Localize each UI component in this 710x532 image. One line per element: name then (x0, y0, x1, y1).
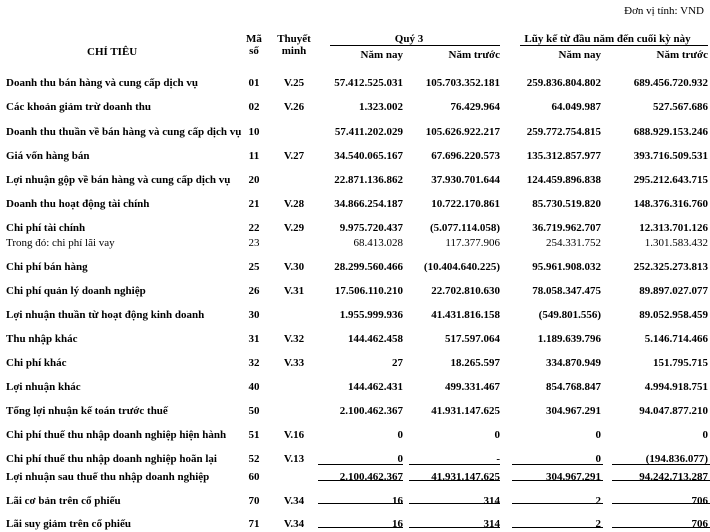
value-quy3-nam-nay: 1.955.999.936 (339, 309, 403, 321)
value-luyke-nam-nay: 254.331.752 (546, 237, 601, 249)
total-rule-col4 (612, 464, 710, 465)
value-luyke-nam-nay: 259.772.754.815 (526, 126, 601, 138)
value-luyke-nam-nay: 1.189.639.796 (537, 333, 601, 345)
row-label: Lợi nhuận sau thuế thu nhập doanh nghiệp (6, 471, 210, 483)
total-rule-col1 (318, 464, 403, 465)
row-label: Chi phí quản lý doanh nghiệp (6, 285, 146, 297)
value-quy3-nam-nay: 9.975.720.437 (339, 222, 403, 234)
total-double-rule-col2 (409, 480, 500, 481)
value-luyke-nam-nay: 2 (595, 518, 601, 530)
row-label: Doanh thu bán hàng và cung cấp dịch vụ (6, 77, 198, 89)
table-row (0, 494, 710, 508)
value-quy3-nam-truoc: 499.331.467 (445, 381, 500, 393)
value-quy3-nam-truoc: 117.377.906 (445, 237, 500, 249)
quy3-header-rule (330, 45, 500, 46)
header-thuyet-minh-line2: minh (281, 45, 307, 57)
value-quy3-nam-nay: 16 (392, 518, 403, 530)
row-code: 11 (248, 150, 260, 162)
table-row (0, 332, 710, 346)
value-quy3-nam-nay: 57.411.202.029 (334, 126, 403, 138)
value-luyke-nam-nay: 334.870.949 (546, 357, 601, 369)
total-double-rule-col3 (512, 480, 603, 481)
value-luyke-nam-truoc: 706 (691, 495, 708, 507)
table-row (0, 428, 710, 442)
value-quy3-nam-nay: 34.866.254.187 (334, 198, 403, 210)
value-luyke-nam-truoc: (194.836.077) (645, 453, 708, 465)
header-quy3: Quý 3 (394, 33, 424, 45)
eps-bottom-rule-col3 (512, 527, 603, 528)
value-luyke-nam-nay: 64.049.987 (551, 101, 601, 113)
value-luyke-nam-nay: 2 (595, 495, 601, 507)
value-quy3-nam-nay: 2.100.462.367 (339, 471, 403, 483)
value-quy3-nam-nay: 68.413.028 (353, 237, 403, 249)
value-luyke-nam-truoc: 688.929.153.246 (633, 126, 708, 138)
value-luyke-nam-nay: 854.768.847 (546, 381, 601, 393)
value-luyke-nam-truoc: 89.897.027.077 (639, 285, 708, 297)
value-luyke-nam-truoc: 295.212.643.715 (633, 174, 708, 186)
value-luyke-nam-nay: 304.967.291 (546, 405, 601, 417)
row-code: 02 (248, 101, 260, 113)
row-code: 26 (248, 285, 260, 297)
row-label: Lãi cơ bản trên cổ phiếu (6, 495, 121, 507)
value-quy3-nam-truoc: 314 (483, 518, 500, 530)
value-luyke-nam-truoc: 527.567.686 (653, 101, 708, 113)
value-quy3-nam-truoc: 76.429.964 (450, 101, 500, 113)
value-quy3-nam-truoc: 41.931.147.625 (431, 471, 500, 483)
unit-label: Đơn vị tính: VND (624, 5, 704, 17)
row-code: 25 (248, 261, 260, 273)
row-label: Chi phí thuế thu nhập doanh nghiệp hoãn lại (6, 453, 217, 465)
table-row (0, 308, 710, 322)
value-luyke-nam-truoc: 4.994.918.751 (644, 381, 708, 393)
row-note: V.29 (283, 222, 305, 234)
value-luyke-nam-truoc: 706 (691, 518, 708, 530)
row-label: Giá vốn hàng bán (6, 150, 90, 162)
eps-rule-col4 (612, 503, 710, 504)
row-note: V.31 (283, 285, 305, 297)
value-luyke-nam-nay: 304.967.291 (546, 471, 601, 483)
value-luyke-nam-truoc: 0 (702, 429, 708, 441)
value-quy3-nam-truoc: 41.931.147.625 (431, 405, 500, 417)
table-row (0, 149, 710, 163)
row-label: Lợi nhuận gộp về bán hàng và cung cấp dịch vụ (6, 174, 231, 186)
table-row (0, 100, 710, 114)
value-luyke-nam-truoc: 12.313.701.126 (639, 222, 708, 234)
row-note: V.25 (283, 77, 305, 89)
table-row (0, 260, 710, 274)
value-quy3-nam-nay: 27 (392, 357, 403, 369)
value-luyke-nam-nay: 85.730.519.820 (532, 198, 601, 210)
row-label: Chi phí thuế thu nhập doanh nghiệp hiện hành (6, 429, 227, 441)
row-label: Lợi nhuận khác (6, 381, 81, 393)
row-code: 30 (248, 309, 260, 321)
luyke-header-rule (520, 45, 708, 46)
row-code: 22 (248, 222, 260, 234)
eps-rule-col1 (318, 503, 403, 504)
value-quy3-nam-nay: 0 (397, 429, 403, 441)
table-row (0, 236, 710, 250)
row-code: 01 (248, 77, 260, 89)
table-row (0, 404, 710, 418)
value-luyke-nam-truoc: 148.376.316.760 (633, 198, 708, 210)
header-thuyet-minh-line1: Thuyết (277, 33, 311, 45)
value-luyke-nam-truoc: 94.242.713.287 (639, 471, 708, 483)
table-row (0, 76, 710, 90)
row-note: V.27 (283, 150, 305, 162)
row-label: Lãi suy giảm trên cổ phiếu (6, 518, 131, 530)
row-code: 10 (248, 126, 260, 138)
total-rule-col2 (409, 464, 500, 465)
value-quy3-nam-truoc: (10.404.640.225) (423, 261, 500, 273)
value-luyke-nam-nay: 259.836.804.802 (526, 77, 601, 89)
value-quy3-nam-truoc: 517.597.064 (445, 333, 500, 345)
value-luyke-nam-truoc: 1.301.583.432 (644, 237, 708, 249)
value-quy3-nam-truoc: 18.265.597 (450, 357, 500, 369)
header-chi-tieu: CHỈ TIÊU (87, 46, 138, 58)
value-luyke-nam-nay: 0 (595, 453, 601, 465)
eps-bottom-rule-col4 (612, 527, 710, 528)
value-quy3-nam-truoc: 105.626.922.217 (425, 126, 500, 138)
row-label: Chi phí bán hàng (6, 261, 88, 273)
row-code: 60 (248, 471, 260, 483)
value-luyke-nam-nay: 95.961.908.032 (532, 261, 601, 273)
row-note: V.16 (283, 429, 305, 441)
header-nam-truoc-luyke: Năm trước (656, 49, 708, 61)
value-quy3-nam-nay: 34.540.065.167 (334, 150, 403, 162)
row-code: 52 (248, 453, 260, 465)
header-ma-so-line1: Mã (246, 33, 262, 45)
row-label: Doanh thu hoạt động tài chính (6, 198, 150, 210)
row-note: V.34 (283, 495, 305, 507)
value-luyke-nam-nay: 124.459.896.838 (526, 174, 601, 186)
table-row (0, 517, 710, 531)
value-quy3-nam-nay: 144.462.458 (348, 333, 403, 345)
value-luyke-nam-truoc: 5.146.714.466 (644, 333, 708, 345)
value-luyke-nam-nay: 135.312.857.977 (526, 150, 601, 162)
row-note: V.33 (283, 357, 305, 369)
value-quy3-nam-nay: 16 (392, 495, 403, 507)
row-label: Tổng lợi nhuận kế toán trước thuế (6, 405, 168, 417)
total-double-rule-col1 (318, 480, 403, 481)
row-note: V.34 (283, 518, 305, 530)
row-label: Thu nhập khác (6, 333, 78, 345)
table-row (0, 197, 710, 211)
row-note: V.28 (283, 198, 305, 210)
value-quy3-nam-nay: 57.412.525.031 (334, 77, 403, 89)
value-luyke-nam-truoc: 252.325.273.813 (633, 261, 708, 273)
row-code: 40 (248, 381, 260, 393)
eps-bottom-rule-col1 (318, 527, 403, 528)
value-luyke-nam-truoc: 393.716.509.531 (633, 150, 708, 162)
value-luyke-nam-truoc: 689.456.720.932 (633, 77, 708, 89)
table-row (0, 470, 710, 484)
header-luy-ke: Lũy kế từ đầu năm đến cuối kỳ này (524, 33, 691, 45)
value-luyke-nam-truoc: 94.047.877.210 (639, 405, 708, 417)
value-luyke-nam-truoc: 89.052.958.459 (639, 309, 708, 321)
value-quy3-nam-truoc: 41.431.816.158 (431, 309, 500, 321)
row-code: 23 (248, 237, 260, 249)
value-luyke-nam-truoc: 151.795.715 (653, 357, 708, 369)
table-row (0, 173, 710, 187)
value-quy3-nam-nay: 2.100.462.367 (339, 405, 403, 417)
value-quy3-nam-truoc: 10.722.170.861 (431, 198, 500, 210)
table-row (0, 284, 710, 298)
eps-rule-col2 (409, 503, 500, 504)
row-note: V.26 (283, 101, 305, 113)
value-quy3-nam-nay: 0 (397, 453, 403, 465)
total-rule-col3 (512, 464, 603, 465)
row-code: 51 (248, 429, 260, 441)
value-luyke-nam-nay: 0 (595, 429, 601, 441)
value-quy3-nam-truoc: - (496, 453, 500, 465)
header-nam-nay-luyke: Năm nay (558, 49, 601, 61)
header-nam-truoc-quy: Năm trước (448, 49, 500, 61)
value-luyke-nam-nay: 36.719.962.707 (532, 222, 601, 234)
row-code: 71 (248, 518, 260, 530)
eps-bottom-rule-col2 (409, 527, 500, 528)
value-quy3-nam-nay: 144.462.431 (348, 381, 403, 393)
row-note: V.13 (283, 453, 305, 465)
header-ma-so-line2: số (249, 45, 259, 57)
value-quy3-nam-nay: 22.871.136.862 (334, 174, 403, 186)
value-quy3-nam-truoc: 314 (483, 495, 500, 507)
row-label: Trong đó: chi phí lãi vay (6, 237, 115, 249)
row-label: Lợi nhuận thuần từ hoạt động kinh doanh (6, 309, 205, 321)
row-code: 31 (248, 333, 260, 345)
eps-rule-col3 (512, 503, 603, 504)
value-quy3-nam-nay: 17.506.110.210 (334, 285, 403, 297)
value-quy3-nam-nay: 28.299.560.466 (334, 261, 403, 273)
row-label: Doanh thu thuần về bán hàng và cung cấp dịch vụ (6, 126, 242, 138)
header-nam-nay-quy: Năm nay (360, 49, 403, 61)
row-label: Các khoản giảm trừ doanh thu (6, 101, 152, 113)
table-row (0, 221, 710, 235)
value-quy3-nam-truoc: 37.930.701.644 (431, 174, 500, 186)
row-code: 32 (248, 357, 260, 369)
table-row (0, 380, 710, 394)
value-quy3-nam-truoc: (5.077.114.058) (430, 222, 500, 234)
value-quy3-nam-truoc: 105.703.352.181 (425, 77, 500, 89)
row-code: 21 (248, 198, 260, 210)
row-code: 70 (248, 495, 260, 507)
value-quy3-nam-nay: 1.323.002 (359, 101, 403, 113)
table-row (0, 356, 710, 370)
value-quy3-nam-truoc: 22.702.810.630 (431, 285, 500, 297)
row-label: Chi phí tài chính (6, 222, 86, 234)
value-luyke-nam-nay: (549.801.556) (538, 309, 601, 321)
row-note: V.32 (283, 333, 305, 345)
total-double-rule-col4 (612, 480, 710, 481)
value-luyke-nam-nay: 78.058.347.475 (532, 285, 601, 297)
value-quy3-nam-truoc: 0 (494, 429, 500, 441)
row-code: 20 (248, 174, 260, 186)
table-row (0, 125, 710, 139)
value-quy3-nam-truoc: 67.696.220.573 (431, 150, 500, 162)
row-code: 50 (248, 405, 260, 417)
row-label: Chi phí khác (6, 357, 67, 369)
row-note: V.30 (283, 261, 305, 273)
